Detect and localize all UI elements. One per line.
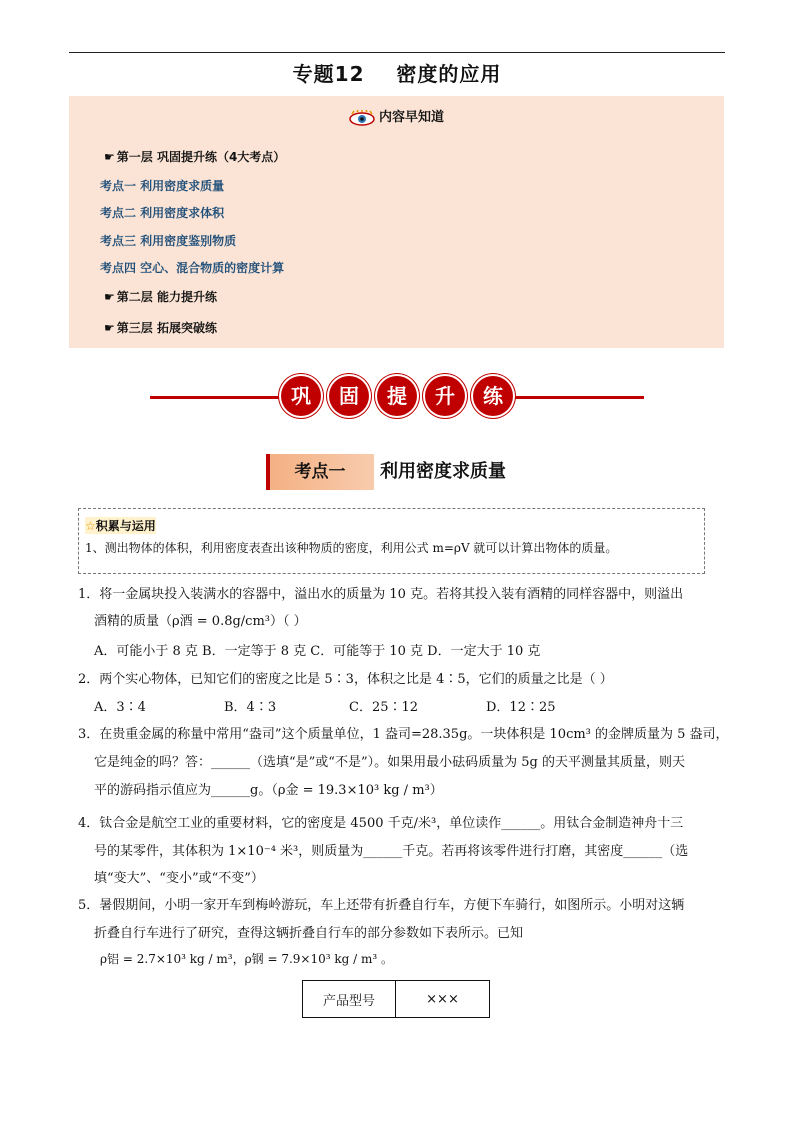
toc-heading-text: 内容早知道: [378, 110, 444, 125]
toc-level-2[interactable]: ☛ 第二层 能力提升练: [104, 290, 217, 304]
section-banner: [0, 376, 794, 416]
question-5-line-1: 5．暑假期间，小明一家开车到梅岭游玩，车上还带有折叠自行车，方便下车骑行，如图所示。小明对这辆: [78, 898, 685, 913]
question-2-line-1: 2．两个实心物体，已知它们的密度之比是 5∶3，体积之比是 4∶5，它们的质量之比是（ ）: [78, 672, 613, 687]
banner-char: 提: [377, 376, 417, 416]
table-cell-value: ×××: [396, 981, 490, 1018]
section-title: 利用密度求质量: [380, 461, 506, 482]
product-table: [302, 980, 490, 1018]
banner-char: 巩: [281, 376, 321, 416]
question-1-options: A．可能小于 8 克 B．一定等于 8 克 C．可能等于 10 克 D．一定大于 10 克: [94, 644, 541, 659]
table-cell-label: 产品型号: [303, 981, 396, 1018]
knowledge-body: 1、测出物体的体积，利用密度表查出该种物质的密度，利用公式 m=ρV 就可以计算出物体的质量。: [85, 541, 618, 555]
knowledge-heading: ☆积累与运用: [85, 519, 156, 533]
toc-level-3[interactable]: ☛ 第三层 拓展突破练: [104, 321, 217, 335]
banner-char: 固: [329, 376, 369, 416]
question-3-line-3: 平的游码指示值应为______g。（ρ金 = 19.3×10³ kg / m³）: [94, 783, 443, 798]
toc-box: [69, 96, 724, 348]
question-5-line-2: 折叠自行车进行了研究，查得这辆折叠自行车的部分参数如下表所示。已知: [94, 926, 524, 941]
toc-level-1[interactable]: ☛ 第一层 巩固提升练（4大考点）: [104, 150, 286, 164]
question-4-line-3: 填“变大”、“变小”或“不变”）: [94, 871, 264, 886]
toc-heading: [69, 106, 724, 126]
hand-pointer-icon: ☛: [104, 290, 115, 304]
knowledge-box: [78, 508, 705, 574]
page-title: 专题12 密度的应用: [292, 62, 502, 86]
question-2-option-a: A．3∶4: [94, 700, 146, 715]
question-2-option-b: B．4∶3: [224, 700, 277, 715]
question-1-line-2: 酒精的质量（ρ酒 = 0.8g/cm³）（ ）: [94, 614, 307, 629]
star-icon: ☆: [85, 519, 96, 533]
question-4-line-2: 号的某零件，其体积为 1×10⁻⁴ 米³，则质量为______千克。若再将该零件进行打磨，其密度______（选: [94, 844, 689, 859]
toc-point-4[interactable]: 考点四 空心、混合物质的密度计算: [100, 261, 285, 275]
hand-pointer-icon: ☛: [104, 150, 115, 164]
question-3-line-2: 它是纯金的吗？答：______（选填“是”或“不是”）。如果用最小砝码质量为 5g 的天平测量其质量，则天: [94, 755, 685, 770]
toc-point-3[interactable]: 考点三 利用密度鉴别物质: [100, 234, 237, 248]
banner-char: 升: [425, 376, 465, 416]
hand-pointer-icon: ☛: [104, 321, 115, 335]
question-1-line-1: 1．将一金属块投入装满水的容器中，溢出水的质量为 10 克。若将其投入装有酒精的同样容器中，则溢出: [78, 587, 684, 602]
question-5-line-3: ρ铝 = 2.7×10³ kg / m³，ρ钢 = 7.9×10³ kg / m³ 。: [100, 952, 393, 966]
question-2-option-d: D．12∶25: [486, 700, 556, 715]
question-2-option-c: C．25∶12: [349, 700, 419, 715]
question-4-line-1: 4．钛合金是航空工业的重要材料，它的密度是 4500 千克/米³，单位读作______。用钛合金制造神舟十三: [78, 816, 684, 831]
toc-point-2[interactable]: 考点二 利用密度求体积: [100, 206, 225, 220]
header-rule: [69, 52, 725, 53]
table-row: [303, 981, 490, 1018]
section-tag: 考点一: [266, 454, 374, 490]
eye-icon: [349, 110, 375, 126]
question-3-line-1: 3．在贵重金属的称量中常用“盎司”这个质量单位，1 盎司=28.35g。一块体积是 10cm³ 的金牌质量为 5 盎司，: [78, 727, 729, 742]
toc-point-1[interactable]: 考点一 利用密度求质量: [100, 179, 225, 193]
banner-char: 练: [473, 376, 513, 416]
